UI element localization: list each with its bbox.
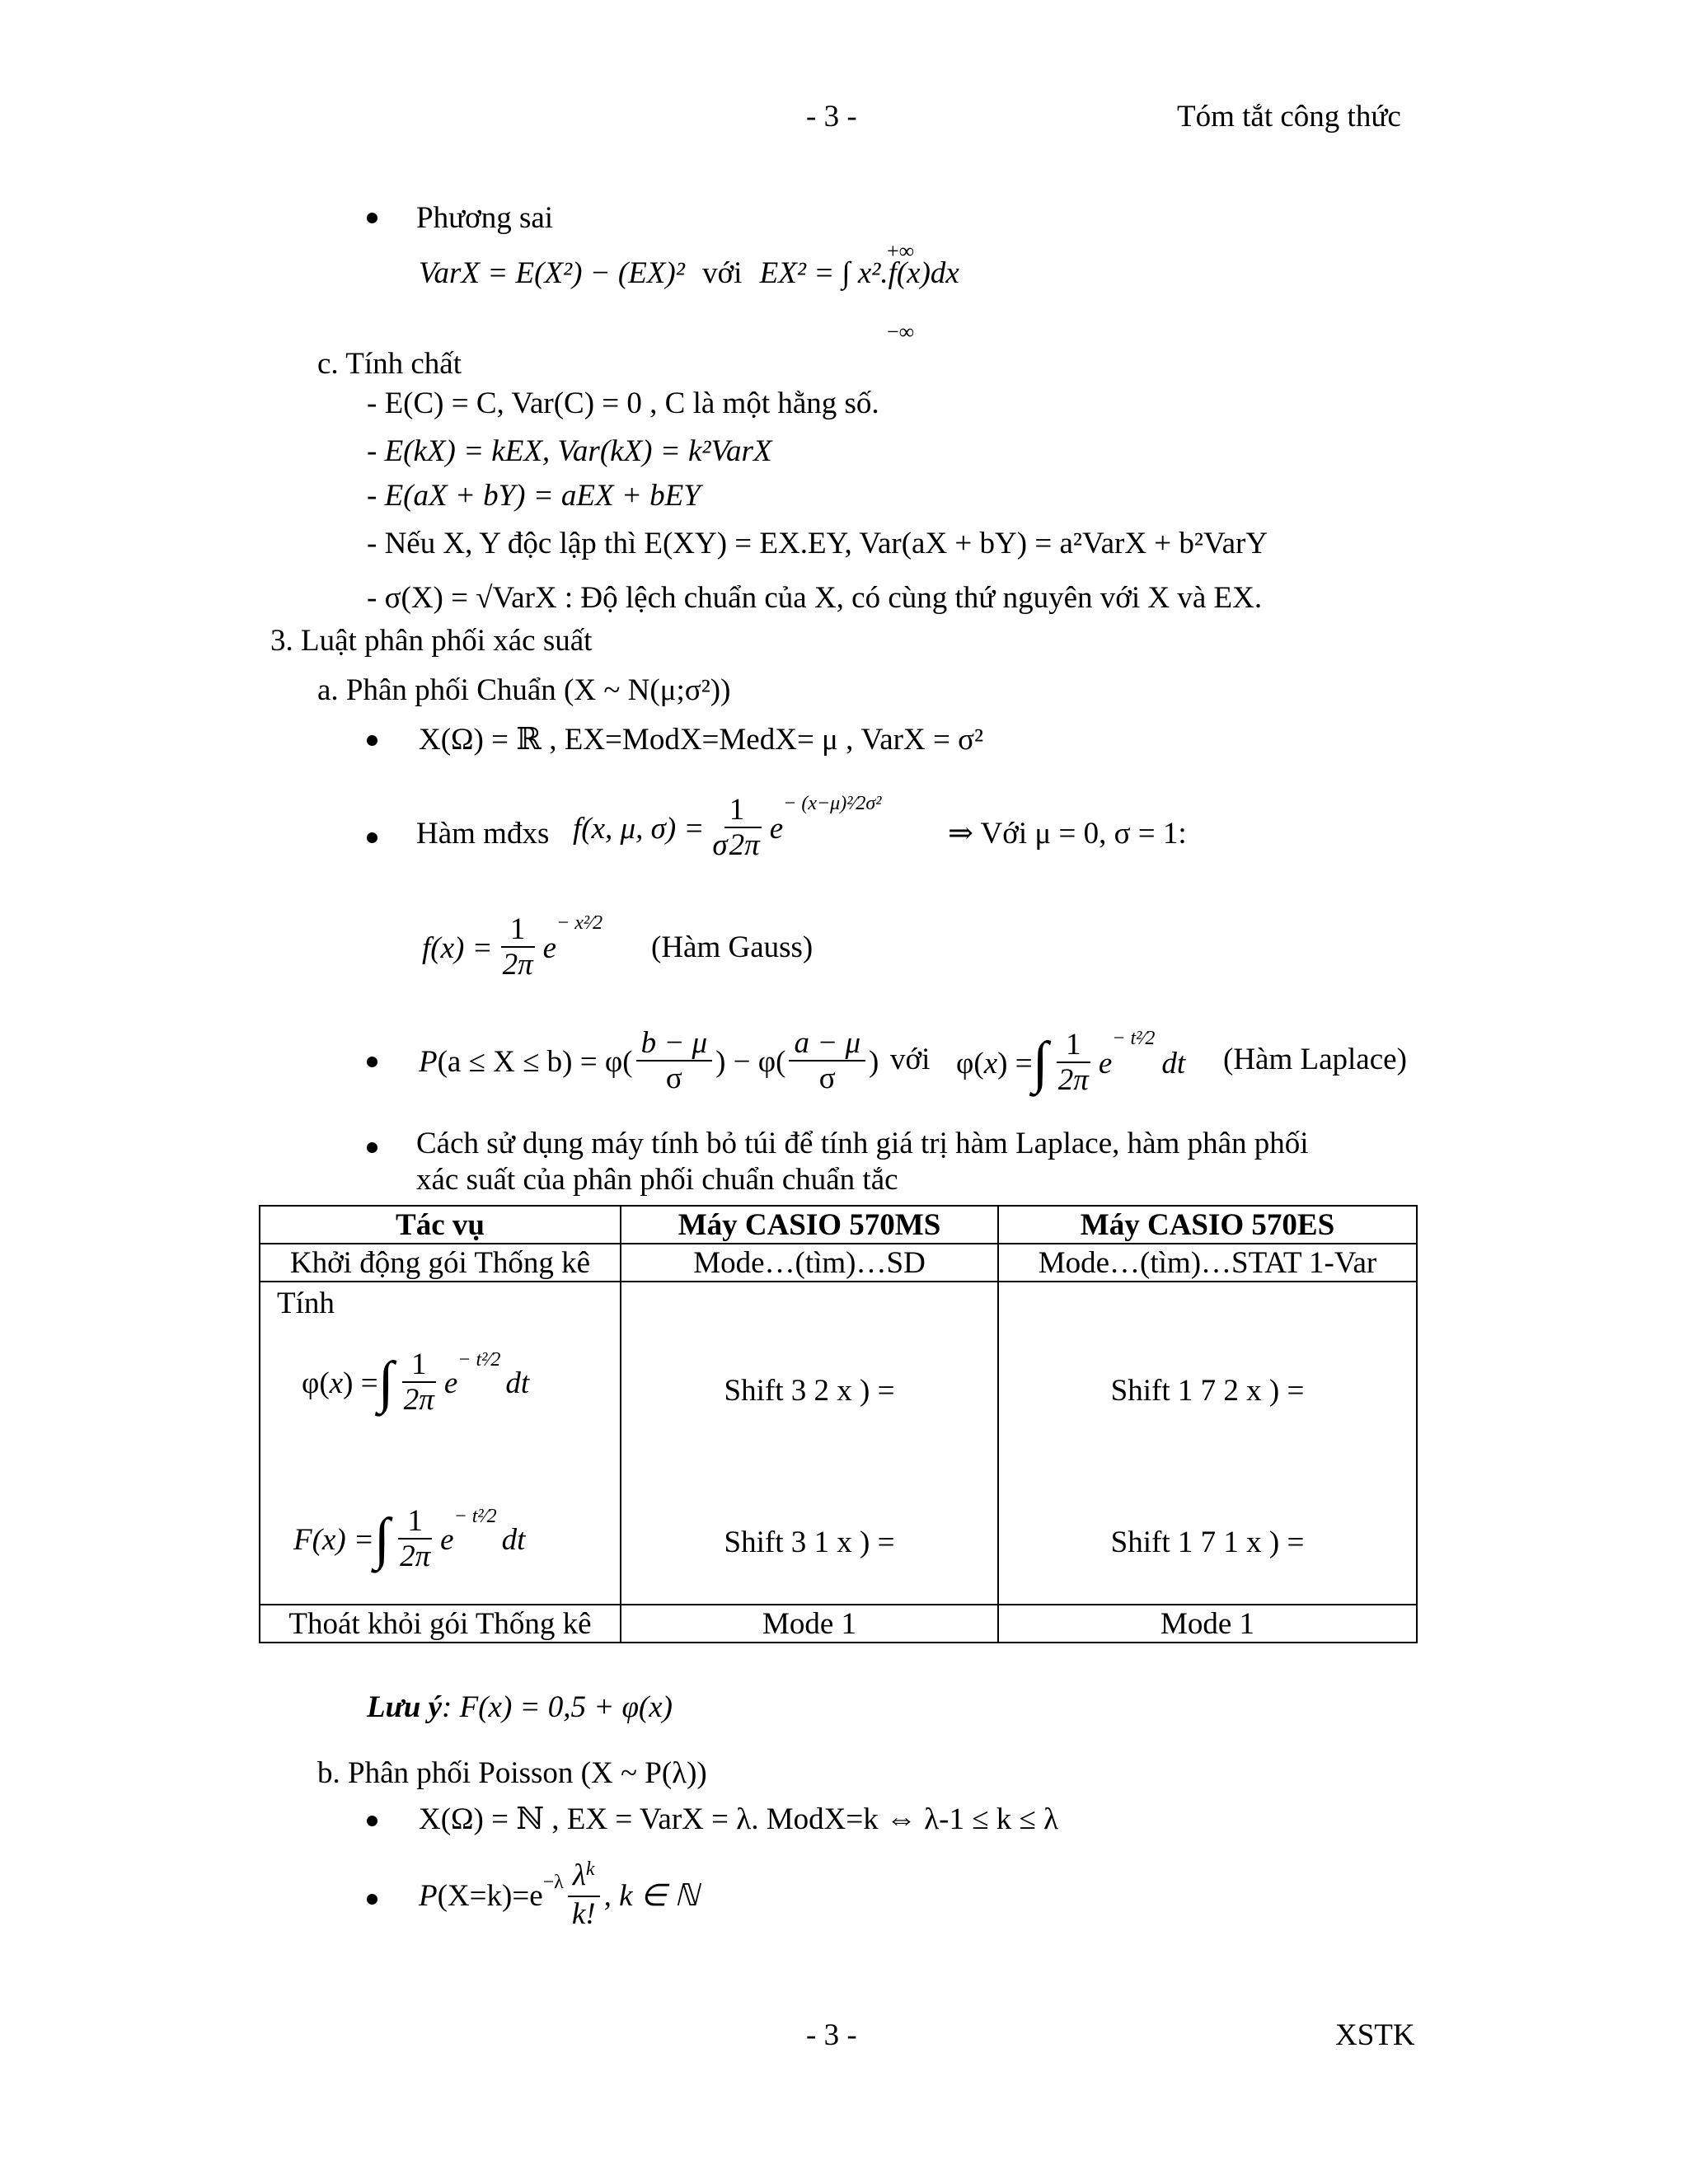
table-cell-ms (621, 1282, 998, 1605)
table-header: Tác vụ (260, 1206, 621, 1244)
bullet (367, 1894, 377, 1905)
bullet (367, 213, 377, 223)
prob-connector: với (890, 1043, 931, 1076)
note-label: Lưu ý (367, 1690, 443, 1724)
table-header-row (260, 1206, 1417, 1244)
table-row (260, 1282, 1417, 1605)
variance-connector: với (702, 256, 743, 290)
property-item: - E(aX + bY) = aEX + bEY (367, 479, 701, 513)
bullet (367, 832, 377, 843)
pdf-fraction: $\frac{1}{\sigma 2\pi}$ (712, 793, 760, 862)
poisson-heading: b. Phân phối Poisson (X ~ P(λ)) (317, 1756, 707, 1790)
table-header: Máy CASIO 570ES (998, 1206, 1417, 1244)
integral-lower-limit: −∞ (887, 320, 915, 344)
laplace-label: (Hàm Laplace) (1223, 1043, 1407, 1076)
table-cell: Mode 1 (998, 1605, 1417, 1643)
normal-support: X(Ω) = ℝ , EX=ModX=MedX= μ , VarX = σ² (419, 723, 984, 757)
property-item: - Nếu X, Y độc lập thì E(XY) = EX.EY, Var(aX + bY) = a²VarX + b²VarY (367, 527, 1268, 560)
poisson-pmf: P (X=k)=e −λ $\frac{\lambda^k}{k!}$ , k ∈ ℕ (419, 1858, 699, 1931)
normal-heading: a. Phân phối Chuẩn (X ~ N(μ;σ²)) (317, 673, 731, 707)
prob-formula: P (a ≤ X ≤ b) = φ( $\frac{b - \mu}{\sigma}$ ) − φ( $\frac{a - \mu}{\sigma}$ ) (419, 1026, 879, 1095)
gauss-formula: f(x) = $\frac{1}{2\pi}$ e − x²⁄2 (422, 912, 603, 982)
integral-upper-limit: +∞ (887, 239, 915, 263)
table-header: Máy CASIO 570MS (621, 1206, 998, 1244)
header-title: Tóm tắt công thức (1177, 100, 1401, 134)
calc-note-line1: Cách sử dụng máy tính bỏ túi để tính giá trị hàm Laplace, hàm phân phối (416, 1127, 1309, 1160)
phi-formula: φ( x ) = ∫ $\frac{1}{2\pi}$ e − t²⁄2 dt (302, 1347, 530, 1417)
properties-heading: c. Tính chất (317, 347, 462, 381)
ms-phi-keys: Shift 3 2 x ) = (724, 1374, 895, 1408)
table-cell-compute (260, 1282, 621, 1605)
gauss-label: (Hàm Gauss) (651, 930, 814, 964)
variance-formula (419, 255, 959, 354)
poisson-support: X(Ω) = ℕ , EX = VarX = λ. ModX=k ⇔ λ-1 ≤ k ≤ λ (419, 1802, 1059, 1836)
property-item: - E(kX) = kEX, Var(kX) = k²VarX (367, 434, 772, 468)
footer-page-number: - 3 - (806, 2018, 857, 2052)
note-formula: : F(x) = 0,5 + φ(x) (442, 1690, 673, 1724)
gauss-fraction: $\frac{1}{2\pi}$ (502, 912, 533, 982)
calc-note-line2: xác suất của phân phối chuẩn chuẩn tắc (416, 1163, 898, 1197)
table-cell: Mode…(tìm)…SD (621, 1244, 998, 1282)
variance-label: Phương sai (416, 201, 554, 235)
table-cell: Thoát khỏi gói Thống kê (260, 1605, 621, 1643)
table-row (260, 1605, 1417, 1643)
header-page-number: - 3 - (806, 100, 857, 134)
pdf-tail: ⇒ Với μ = 0, σ = 1: (948, 817, 1187, 851)
bullet (367, 1142, 377, 1153)
es-phi-keys: Shift 1 7 2 x ) = (1110, 1374, 1305, 1408)
table-cell-es (998, 1282, 1417, 1605)
footer-label: XSTK (1335, 2018, 1415, 2052)
table-cell: Khởi động gói Thống kê (260, 1244, 621, 1282)
table-cell-label: Tính (277, 1286, 335, 1320)
ms-F-keys: Shift 3 1 x ) = (724, 1526, 895, 1559)
table-cell: Mode 1 (621, 1605, 998, 1643)
poisson-suffix: , k ∈ ℕ (603, 1879, 699, 1913)
section3-heading: 3. Luật phân phối xác suất (270, 624, 593, 658)
bullet (367, 735, 377, 746)
pdf-formula: f(x, μ, σ) = $\frac{1}{\sigma 2\pi}$ e − (x−μ)²⁄2σ² (573, 792, 882, 862)
casio-table (259, 1205, 1418, 1643)
property-item: - E(C) = C, Var(C) = 0 , C là một hằng số. (367, 387, 879, 420)
variance-main: VarX = E(X²) − (EX)² (419, 256, 685, 290)
cdf-formula: F(x) = ∫ $\frac{1}{2\pi}$ e − t²⁄2 dt (293, 1504, 526, 1573)
variance-ex2: EX² = ∫ x².f(x)dx (759, 256, 959, 290)
laplace-formula: φ( x ) = ∫ $\frac{1}{2\pi}$ e − t²⁄2 dt (956, 1027, 1186, 1097)
pdf-label: Hàm mđxs (416, 817, 550, 851)
property-item: - σ(X) = √VarX : Độ lệch chuẩn của X, có cùng thứ nguyên với X và EX. (367, 581, 1263, 615)
es-F-keys: Shift 1 7 1 x ) = (1110, 1526, 1305, 1559)
bullet (367, 1816, 377, 1826)
bullet (367, 1057, 377, 1067)
table-cell: Mode…(tìm)…STAT 1-Var (998, 1244, 1417, 1282)
table-row (260, 1244, 1417, 1282)
note (367, 1690, 673, 1726)
